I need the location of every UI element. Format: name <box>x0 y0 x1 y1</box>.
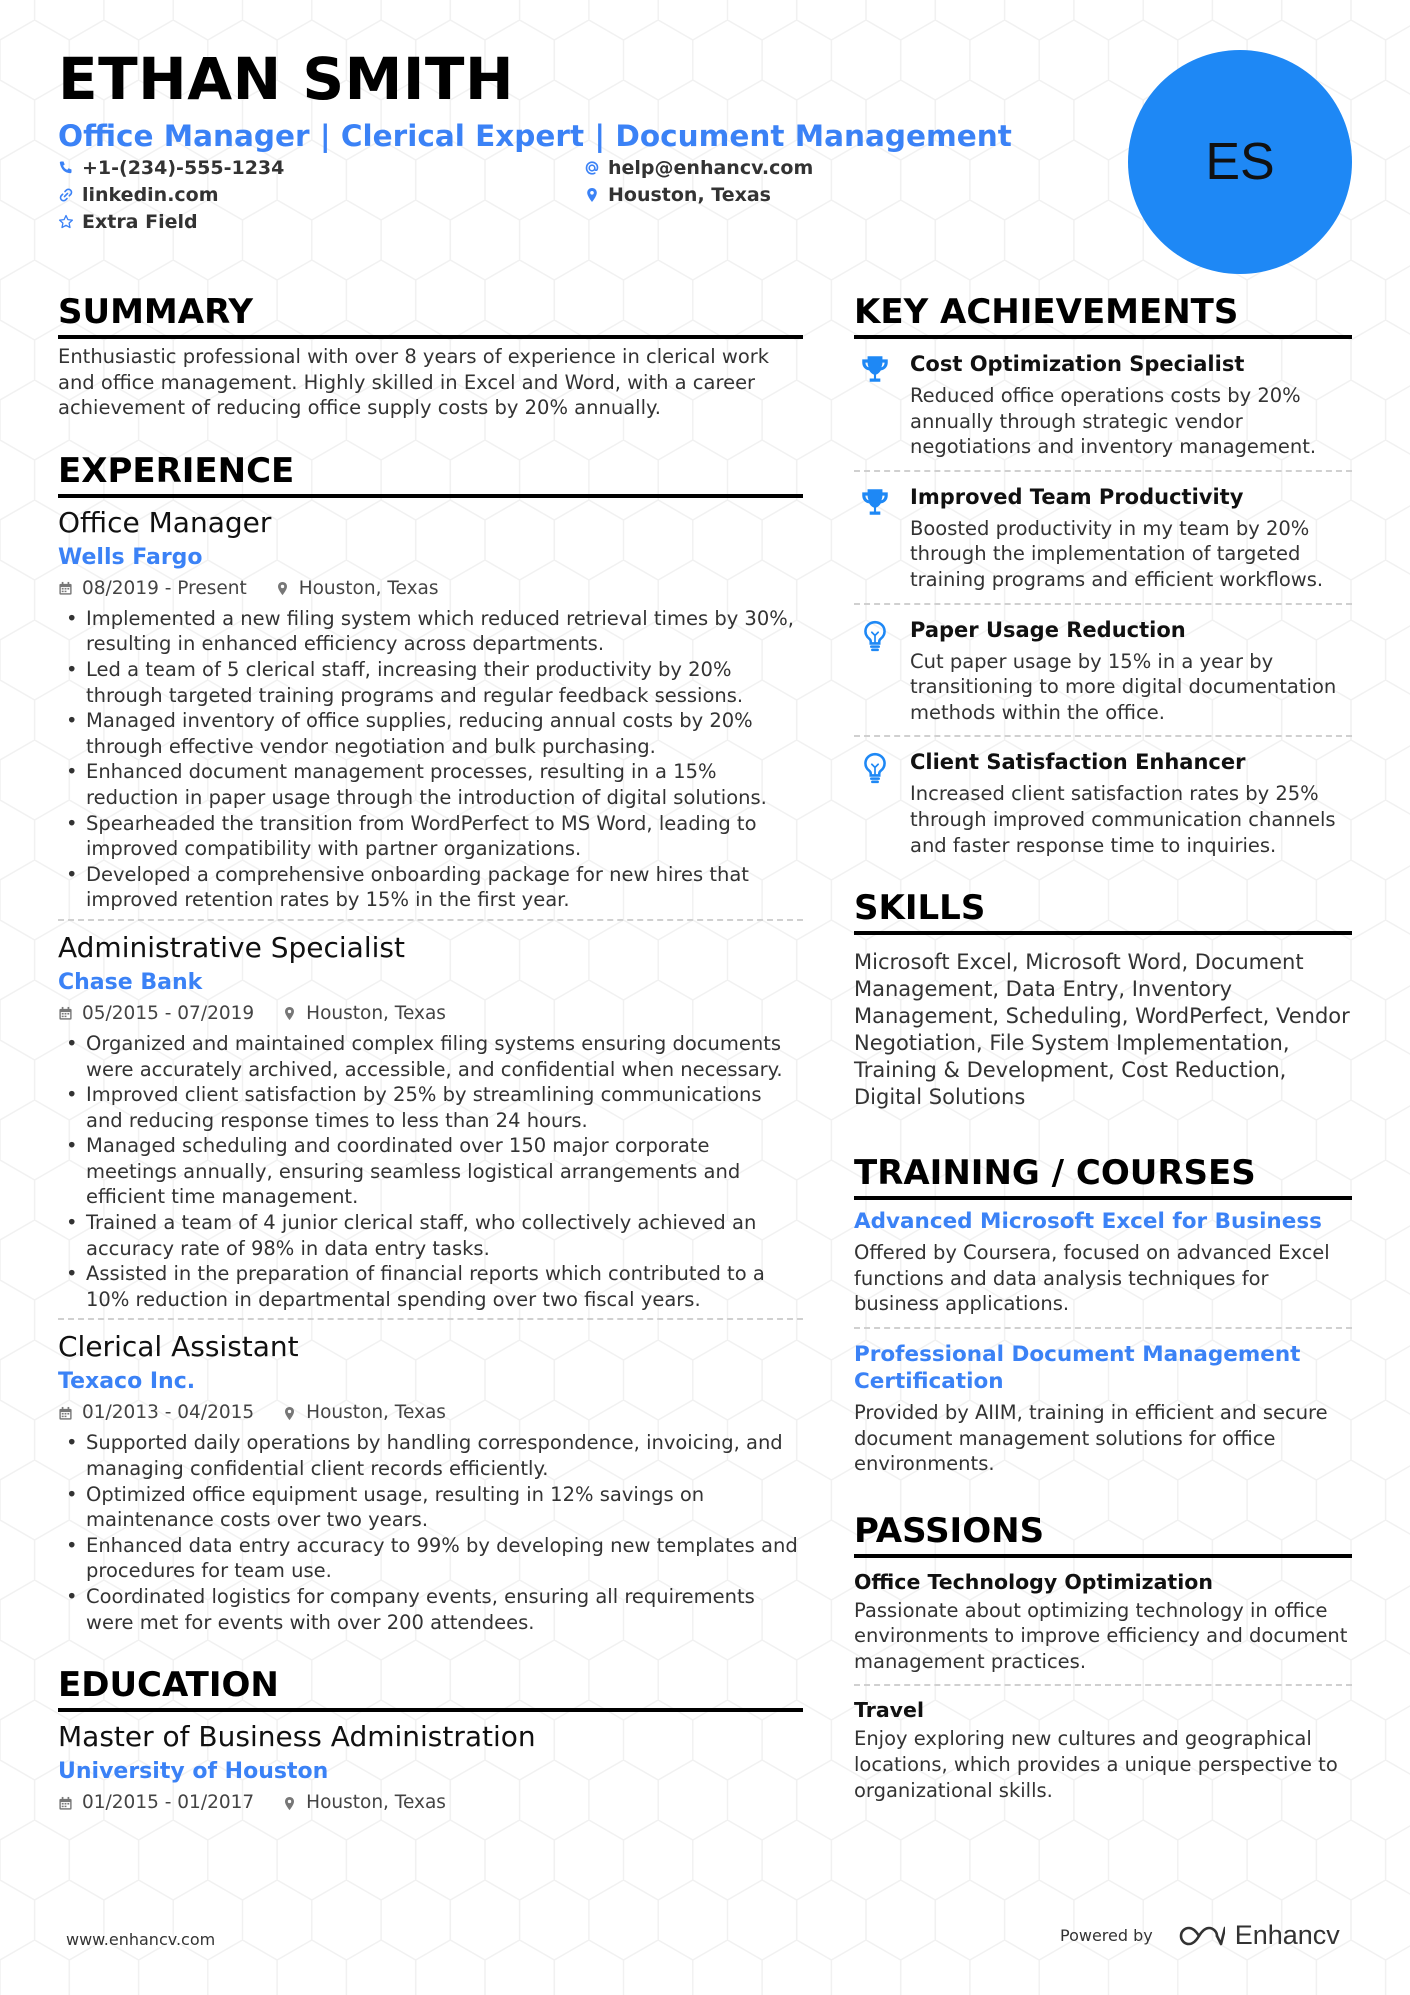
skills-section-title: SKILLS <box>854 886 1352 935</box>
education-location: Houston, Texas <box>306 1792 446 1814</box>
education-section-title: EDUCATION <box>58 1663 803 1712</box>
calendar-icon <box>58 1006 73 1021</box>
job-location: Houston, Texas <box>298 577 439 599</box>
job-bullet: • Implemented a new filing system which reduced retrieval times by 30%, resulting in enhanced efficiency across departments. <box>58 606 803 657</box>
achievement-title: Paper Usage Reduction <box>910 617 1186 642</box>
calendar-icon <box>58 1796 73 1811</box>
avatar-initials: ES <box>1205 133 1275 191</box>
map-pin-icon <box>282 1796 297 1811</box>
achievement-item <box>854 339 1352 472</box>
achievement-icon-wrap <box>854 747 896 858</box>
job-bullet: • Improved client satisfaction by 25% by streamlining communications and reducing response times to less than 24 hours. <box>58 1082 803 1133</box>
job-entry <box>58 504 803 921</box>
passions-list <box>854 1568 1352 1814</box>
candidate-name: ETHAN SMITH <box>58 45 515 113</box>
achievement-item <box>854 472 1352 605</box>
left-column <box>58 290 803 1818</box>
map-pin-icon <box>282 1406 297 1421</box>
footer-brand: Enhancv <box>1234 1920 1340 1950</box>
summary-text: Enthusiastic professional with over 8 years of experience in clerical work and office management. Highly skilled in Excel and Word, with a career achievement of reducing office supply costs by 20% annually. <box>58 345 770 420</box>
job-bullet: • Managed inventory of office supplies, reducing annual costs by 20% through effective vendor negotiation and bulk purchasing. <box>58 708 803 759</box>
job-bullet-list <box>58 1430 803 1635</box>
passion-item <box>854 1696 1352 1813</box>
course-description: Provided by AIIM, training in efficient and secure document management solutions for office environments. <box>854 1400 1328 1476</box>
job-dates: 08/2019 - Present <box>82 577 247 599</box>
job-bullet: • Managed scheduling and coordinated over 150 major corporate meetings annually, ensuring seamless logistical arrangements and efficient time management. <box>58 1133 803 1210</box>
achievement-title: Improved Team Productivity <box>910 484 1244 509</box>
education-degree: Master of Business Administration <box>58 1720 536 1754</box>
experience-section-title: EXPERIENCE <box>58 449 803 498</box>
education-dates: 01/2015 - 01/2017 <box>82 1792 255 1814</box>
footer-branding[interactable] <box>1060 1920 1340 1951</box>
passion-description: Enjoy exploring new cultures and geographical locations, which provides a unique perspective to organizational skills. <box>854 1727 1338 1802</box>
job-bullet: • Spearheaded the transition from WordPerfect to MS Word, leading to improved compatibility with partner organizations. <box>58 811 803 862</box>
job-company: Texaco Inc. <box>58 1369 196 1395</box>
map-pin-icon <box>584 187 600 203</box>
achievement-icon-wrap <box>854 482 896 593</box>
lightbulb-icon <box>858 751 892 785</box>
course-item <box>854 1208 1352 1329</box>
job-title: Office Manager <box>58 505 272 539</box>
job-bullet: • Coordinated logistics for company events, ensuring all requirements were met for events with over 200 attendees. <box>58 1584 803 1635</box>
calendar-icon <box>58 581 73 596</box>
star-icon <box>58 214 74 230</box>
passion-title: Office Technology Optimization <box>854 1569 1213 1594</box>
achievement-description: Cut paper usage by 15% in a year by transitioning to more digital documentation methods within the office. <box>910 649 1337 724</box>
job-dates: 05/2015 - 07/2019 <box>82 1002 255 1024</box>
course-title: Professional Document Management Certification <box>854 1341 1301 1394</box>
course-description: Offered by Coursera, focused on advanced Excel functions and data analysis techniques for business applications. <box>854 1241 1330 1316</box>
calendar-icon <box>58 1406 73 1421</box>
job-location: Houston, Texas <box>306 1002 446 1024</box>
achievement-icon-wrap <box>854 349 896 460</box>
passion-title: Travel <box>854 1698 924 1723</box>
achievement-item <box>854 605 1352 738</box>
job-bullet-list <box>58 606 803 913</box>
job-bullet: • Enhanced data entry accuracy to 99% by developing new templates and procedures for team use. <box>58 1533 803 1584</box>
achievements-list <box>854 339 1352 868</box>
enhancv-logo-icon <box>1179 1924 1225 1948</box>
contact-phone[interactable] <box>58 155 284 181</box>
at-sign-icon <box>584 160 600 176</box>
contact-email[interactable] <box>584 155 813 181</box>
contact-email-text: help@enhancv.com <box>608 157 814 179</box>
education-school: University of Houston <box>58 1759 329 1785</box>
job-bullet: • Optimized office equipment usage, resulting in 12% savings on maintenance costs over two years. <box>58 1482 803 1533</box>
job-bullet: • Led a team of 5 clerical staff, increasing their productivity by 20% through targeted training programs and regular feedback sessions. <box>58 657 803 708</box>
achievement-icon-wrap <box>854 615 896 726</box>
course-title: Advanced Microsoft Excel for Business <box>854 1209 1322 1235</box>
skills-text: Microsoft Excel, Microsoft Word, Document Management, Data Entry, Inventory Management, Scheduling, WordPerfect, Vendor Negotiation, File System Implementation, Training & Development, Cost Reduction, Digital Solutions <box>854 950 1350 1110</box>
job-entry <box>58 929 803 1321</box>
passion-description: Passionate about optimizing technology in office environments to improve efficiency and document management practices. <box>854 1598 1348 1673</box>
trophy-icon <box>858 486 892 520</box>
job-entry <box>58 1328 803 1641</box>
job-company: Wells Fargo <box>58 544 203 570</box>
right-column <box>854 290 1352 1813</box>
achievement-item <box>854 737 1352 868</box>
achievement-description: Reduced office operations costs by 20% annually through strategic vendor negotiations and inventory management. <box>910 384 1317 459</box>
achievement-description: Boosted productivity in my team by 20% through the implementation of targeted training programs and efficient workflows. <box>910 516 1324 591</box>
job-meta <box>58 999 803 1029</box>
job-company: Chase Bank <box>58 969 203 995</box>
achievement-title: Client Satisfaction Enhancer <box>910 750 1246 775</box>
link-icon <box>58 187 74 203</box>
experience-list <box>58 504 803 1641</box>
contact-linkedin-text: linkedin.com <box>82 184 219 206</box>
achievement-description: Increased client satisfaction rates by 25% through improved communication channels and faster response time to inquiries. <box>910 782 1336 857</box>
contact-extra-field <box>58 209 198 235</box>
footer-powered-by: Powered by <box>1060 1926 1153 1945</box>
training-list <box>854 1208 1352 1487</box>
contact-location <box>584 182 771 208</box>
job-meta <box>58 574 803 604</box>
footer-website[interactable]: www.enhancv.com <box>66 1930 216 1949</box>
job-location: Houston, Texas <box>306 1402 446 1424</box>
map-pin-icon <box>275 581 290 596</box>
course-item <box>854 1341 1352 1487</box>
achievements-section-title: KEY ACHIEVEMENTS <box>854 290 1352 339</box>
training-section-title: TRAINING / COURSES <box>854 1151 1352 1200</box>
summary-section-title: SUMMARY <box>58 290 803 339</box>
passion-item <box>854 1568 1352 1687</box>
contact-phone-text: +1-(234)-555-1234 <box>82 157 285 179</box>
job-title: Clerical Assistant <box>58 1330 299 1364</box>
contact-linkedin[interactable] <box>58 182 219 208</box>
avatar <box>1128 50 1352 274</box>
job-bullet: • Supported daily operations by handling correspondence, invoicing, and managing confidential client records efficiently. <box>58 1430 803 1481</box>
job-bullet: • Trained a team of 4 junior clerical staff, who collectively achieved an accuracy rate of 98% in data entry tasks. <box>58 1210 803 1261</box>
trophy-icon <box>858 353 892 387</box>
lightbulb-icon <box>858 619 892 653</box>
contact-extra-field-text: Extra Field <box>82 211 198 233</box>
job-meta <box>58 1398 803 1428</box>
job-dates: 01/2013 - 04/2015 <box>82 1402 255 1424</box>
job-bullet-list <box>58 1031 803 1313</box>
map-pin-icon <box>282 1006 297 1021</box>
job-bullet: • Assisted in the preparation of financial reports which contributed to a 10% reduction in departmental spending over two fiscal years. <box>58 1261 803 1312</box>
job-bullet: • Enhanced document management processes, resulting in a 15% reduction in paper usage through the introduction of digital solutions. <box>58 759 803 810</box>
phone-icon <box>58 160 74 176</box>
job-bullet: • Developed a comprehensive onboarding package for new hires that improved retention rates by 15% in the first year. <box>58 862 803 913</box>
education-meta <box>58 1788 803 1818</box>
job-bullet: • Organized and maintained complex filing systems ensuring documents were accurately archived, accessible, and confidential when necessary. <box>58 1031 803 1082</box>
candidate-headline: Office Manager | Clerical Expert | Document Management <box>58 119 1012 153</box>
job-title: Administrative Specialist <box>58 930 405 964</box>
contact-location-text: Houston, Texas <box>608 184 771 206</box>
passions-section-title: PASSIONS <box>854 1509 1352 1558</box>
achievement-title: Cost Optimization Specialist <box>910 352 1245 376</box>
